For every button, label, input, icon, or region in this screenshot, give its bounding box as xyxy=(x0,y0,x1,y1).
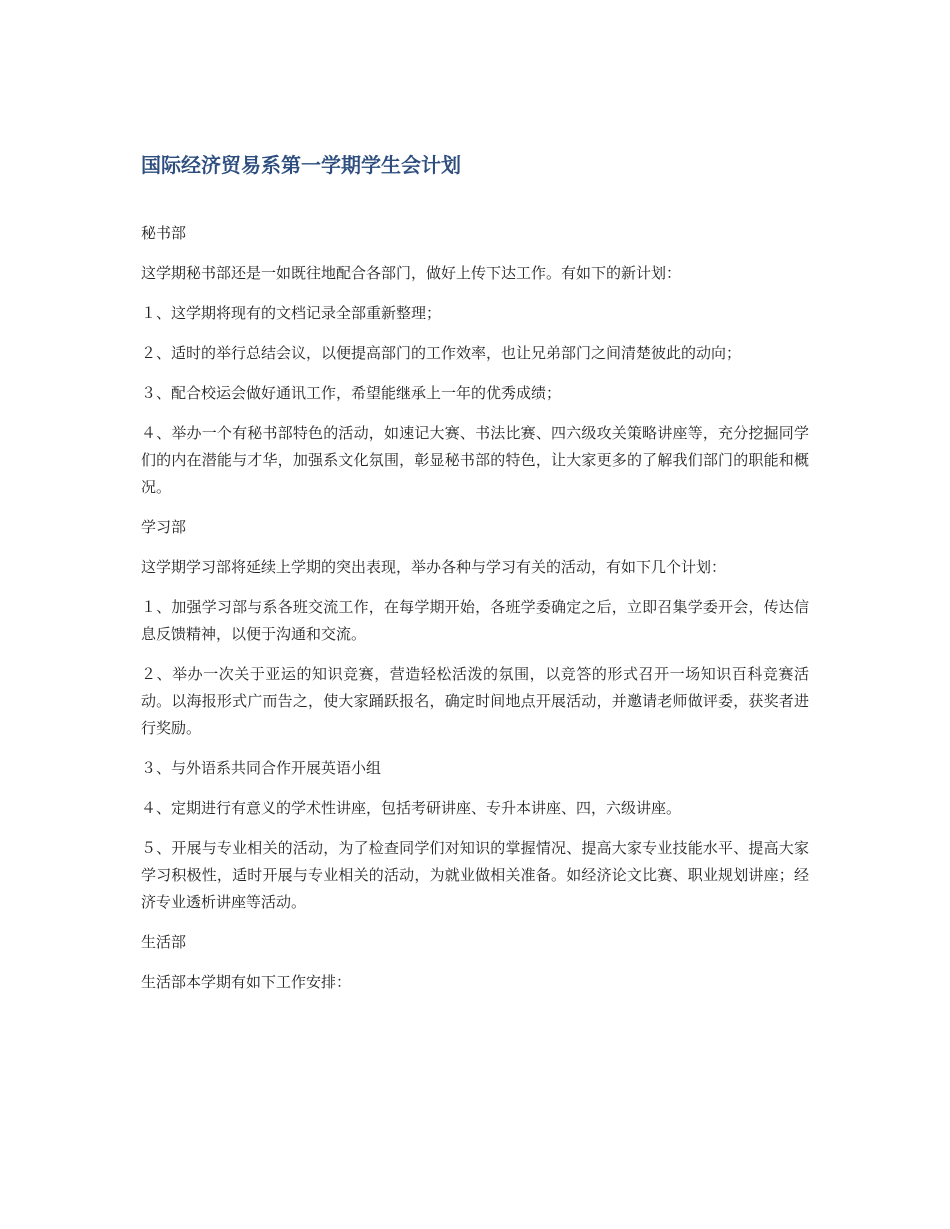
list-item: ２、适时的举行总结会议，以便提高部门的工作效率，也让兄弟部门之间清楚彼此的动向； xyxy=(141,344,742,362)
section-heading-secretariat: 秘书部 xyxy=(141,224,187,242)
list-item: ２、举办一次关于亚运的知识竞赛，营造轻松活泼的氛围，以竞答的形式召开一场知识百科竞赛活动。以海报形式广而告之，使大家踊跃报名，确定时间地点开展活动，并邀请老师做评委，获奖者进行奖励。 xyxy=(141,665,809,737)
list-item: ３、与外语系共同合作开展英语小组 xyxy=(141,759,382,777)
list-item: １、这学期将现有的文档记录全部重新整理； xyxy=(141,304,442,322)
paragraph: 这学期秘书部还是一如既往地配合各部门，做好上传下达工作。有如下的新计划： xyxy=(141,264,682,282)
list-item: ３、配合校运会做好通讯工作，希望能继承上一年的优秀成绩； xyxy=(141,384,562,402)
list-item: ４、定期进行有意义的学术性讲座，包括考研讲座、专升本讲座、四，六级讲座。 xyxy=(141,799,682,817)
section-heading-life: 生活部 xyxy=(141,933,187,951)
list-item: １、加强学习部与系各班交流工作，在每学期开始，各班学委确定之后，立即召集学委开会，传达信息反馈精神，以便于沟通和交流。 xyxy=(141,598,809,643)
list-item: ５、开展与专业相关的活动，为了检查同学们对知识的掌握情况、提高大家专业技能水平、提高大家学习积极性，适时开展与专业相关的活动，为就业做相关准备。如经济论文比赛、职业规划讲座；经济专业透析讲座等活动。 xyxy=(141,839,809,911)
paragraph: 生活部本学期有如下工作安排： xyxy=(141,973,352,991)
list-item: ４、举办一个有秘书部特色的活动，如速记大赛、书法比赛、四六级攻关策略讲座等，充分挖掘同学们的内在潜能与才华，加强系文化氛围，彰显秘书部的特色，让大家更多的了解我们部门的职能和概况。 xyxy=(141,424,809,496)
paragraph: 这学期学习部将延续上学期的突出表现，举办各种与学习有关的活动，有如下几个计划： xyxy=(141,558,727,576)
document-body xyxy=(141,220,809,1009)
section-heading-study: 学习部 xyxy=(141,518,187,536)
document-title: 国际经济贸易系第一学期学生会计划 xyxy=(141,153,461,177)
